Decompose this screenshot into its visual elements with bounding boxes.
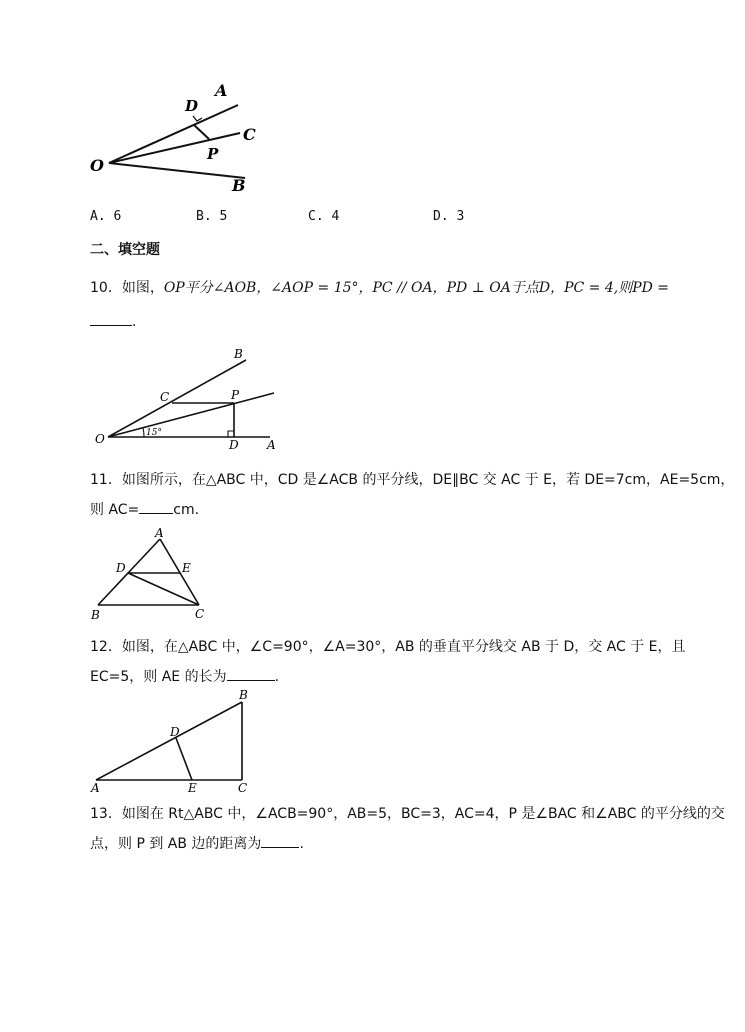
label-a: A [267,438,276,451]
side-ab [98,539,160,605]
answer-blank-10[interactable] [90,313,132,326]
label-c: C [238,781,248,795]
label-a: A [91,781,100,795]
ray-op [108,393,274,437]
question-13-suffix: . [299,836,304,852]
ray-ob [109,163,245,178]
label-c: C [195,607,205,621]
question-13-line-1: 13．如图在 Rt△ABC 中，∠ACB=90°，AB=5，BC=3，AC=4，P 是∠BAC 和∠ABC 的平分线的交 [90,806,725,822]
answer-blank-13[interactable] [261,835,299,848]
label-b: B [91,608,100,622]
answer-blank-12[interactable] [227,668,275,681]
question-11-prefix: 则 AC= [90,502,140,518]
option-d: D. 3 [433,209,465,224]
segment-pd [194,125,209,139]
right-angle-mark [228,431,234,437]
option-a: A. 6 [90,209,122,224]
option-b: B. 5 [196,209,228,224]
figure-q9-angle-bisector [85,75,275,200]
question-13-prefix: 点，则 P 到 AB 边的距离为 [90,836,262,852]
label-p: P [231,388,240,402]
label-b: B [239,688,248,702]
label-b: B [234,347,243,361]
segment-dc [128,573,199,605]
label-a: A [215,81,228,100]
label-d: D [116,561,126,575]
question-11-line-1: 11．如图所示，在△ABC 中，CD 是∠ACB 的平分线，DE∥BC 交 AC 于 E，若 DE=7cm，AE=5cm， [90,472,735,488]
question-10-prefix: ．如图， [107,280,164,296]
label-e: E [182,561,191,575]
label-c: C [243,125,256,144]
ray-oa [109,105,238,163]
label-angle: 15° [146,428,162,438]
question-10-conditions: OP平分∠AOB，∠AOP = 15°，PC // OA，PD ⊥ OA于点D，PC = 4,则PD = [163,280,670,296]
figure-q12-right-triangle [88,688,258,796]
question-11-suffix: cm. [173,502,200,518]
label-a: A [155,527,164,540]
label-c: C [160,390,170,404]
section-title: 二、填空题 [90,242,160,258]
side-ac [160,539,199,605]
label-b: B [232,176,246,195]
ray-oc [109,133,240,163]
label-d: D [229,438,239,451]
segment-de [176,738,192,780]
question-10 [90,277,669,297]
label-e: E [188,781,197,795]
ray-ob [108,360,246,437]
question-11-line-2 [90,499,199,519]
angle-arc [143,428,144,437]
label-p: P [207,145,219,163]
question-10-end: . [132,314,137,330]
label-o: O [90,156,104,175]
label-d: D [185,97,199,115]
figure-q10-parallel [88,345,288,451]
side-ab [96,702,242,780]
question-10-answer-line [90,313,136,330]
label-d: D [170,725,180,739]
answer-blank-11[interactable] [139,501,173,514]
question-12-prefix: EC=5，则 AE 的长为 [90,669,227,685]
question-13-line-2 [90,833,304,853]
label-o: O [95,432,105,446]
option-c: C. 4 [308,209,340,224]
right-angle-mark [193,116,202,121]
question-12-suffix: . [274,669,280,685]
question-12-line-2 [90,666,279,686]
question-12-line-1: 12．如图，在△ABC 中，∠C=90°，∠A=30°，AB 的垂直平分线交 AB 于 D，交 AC 于 E，且 [90,639,686,655]
question-10-number: 10 [90,280,108,296]
figure-q11-triangle [88,527,213,622]
